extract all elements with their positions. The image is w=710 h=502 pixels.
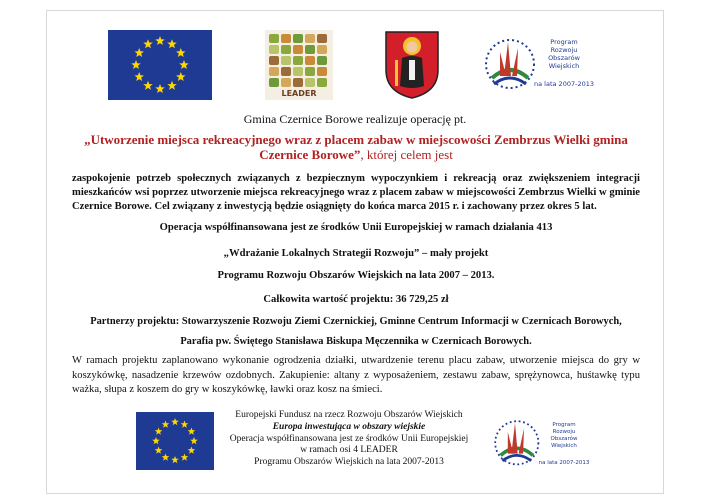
- leader-tile-icon: [305, 56, 315, 65]
- leader-tile-icon: [317, 34, 327, 43]
- leader-tile-icon: [281, 45, 291, 54]
- leader-tile-icon: [305, 78, 315, 87]
- prow-logo-line4: Wiejskich: [548, 62, 580, 70]
- leader-tile-icon: [269, 67, 279, 76]
- program-line: Programu Rozwoju Obszarów Wiejskich na lata 2007 – 2013.: [217, 270, 495, 281]
- footer-block: [222, 410, 476, 469]
- leader-tile-icon: [281, 78, 291, 87]
- project-title-bold: „Utworzenie miejsca rekreacyjnego wraz z placem zabaw w miejscowości Zembrzus Wielki gmina Czernice Borowe”: [84, 132, 628, 162]
- footer-line2: Europa inwestująca w obszary wiejskie: [272, 421, 426, 432]
- prow-bottom-line3: Obszarów: [550, 436, 578, 442]
- leader-tile-icon: [317, 45, 327, 54]
- prow-bottom-line4: Wiejskich: [551, 443, 577, 449]
- footer-line4: w ramach osi 4 LEADER: [300, 445, 398, 456]
- goal-paragraph: zaspokojenie potrzeb społecznych związanych z bezpiecznym wypoczynkiem i rekreacją oraz zwiększeniem integracji mieszkańców wsi poprzez utworzenie miejsca rekreacyjnego wraz z placem zabaw w miejscowości Zembrzus Wielki w gminie Czernice Borowe. Cel związany z inwestycją będzie osiągnięty do końca marca 2015 r. i zachowany przez okres 5 lat.: [72, 173, 640, 212]
- measure-line: „Wdrażanie Lokalnych Strategii Rozwoju” – mały projekt: [223, 248, 489, 259]
- prow-bottom-line2: Rozwoju: [552, 429, 576, 435]
- leader-tile-icon: [317, 67, 327, 76]
- prow-logo-line1: Program: [550, 38, 578, 46]
- prow-logo-years: na lata 2007-2013: [534, 80, 594, 88]
- eu-flag-bottom-icon: [136, 412, 214, 470]
- leader-tile-icon: [269, 34, 279, 43]
- prow-bottom-line1: Program: [552, 422, 576, 428]
- eu-flag-icon: [108, 30, 212, 100]
- leader-tile-icon: [317, 78, 327, 87]
- leader-tile-icon: [269, 56, 279, 65]
- leader-tile-icon: [305, 34, 315, 43]
- intro-text: Gmina Czernice Borowe realizuje operację pt.: [243, 112, 467, 126]
- leader-tile-icon: [293, 56, 303, 65]
- coat-of-arms-icon: [384, 30, 440, 100]
- leader-tile-icon: [281, 67, 291, 76]
- leader-tile-icon: [305, 67, 315, 76]
- total-value: Całkowita wartość projektu: 36 729,25 zł: [263, 294, 449, 305]
- leader-tile-icon: [293, 34, 303, 43]
- leader-tile-icon: [269, 45, 279, 54]
- prow-bottom-years: na lata 2007-2013: [538, 460, 590, 466]
- prow-logo-icon: [478, 30, 598, 100]
- leader-tile-icon: [293, 45, 303, 54]
- leader-tile-icon: [305, 45, 315, 54]
- leader-tile-icon: [281, 34, 291, 43]
- prow-logo-line3: Obszarów: [548, 54, 580, 62]
- project-title-tail: , której celem jest: [360, 147, 453, 162]
- footer-line3: Operacja współfinansowana jest ze środków Unii Europejskiej: [229, 433, 469, 444]
- leader-logo-text: LEADER: [281, 89, 317, 98]
- prow-logo-bottom-icon: [488, 412, 592, 474]
- leader-tile-icon: [281, 56, 291, 65]
- partners-line2: Parafia pw. Świętego Stanisława Biskupa Męczennika w Czernicach Borowych.: [180, 336, 532, 347]
- leader-logo-icon: [265, 30, 333, 100]
- leader-tile-icon: [293, 78, 303, 87]
- footer-line1: Europejski Fundusz na rzecz Rozwoju Obszarów Wiejskich: [235, 410, 463, 420]
- scope-paragraph: W ramach projektu zaplanowano wykonanie ogrodzenia działki, utwardzenie terenu placu zabaw, utworzenie miejsca do gry w koszykówkę, nasadzenie krzewów ozdobnych. Zakupienie: altany z wyposażeniem, zestawu zabaw, sprężynowca, huśtawkę typu ważka, słupa z koszem do gry w koszykówkę, ławki oraz kosz na śmieci.: [72, 355, 640, 395]
- partners-line1: Partnerzy projektu: Stowarzyszenie Rozwoju Ziemi Czernickiej, Gminne Centrum Informacji w Czernicach Borowych,: [90, 316, 622, 327]
- leader-tile-icon: [269, 78, 279, 87]
- prow-logo-line2: Rozwoju: [550, 46, 578, 54]
- financing-line: Operacja współfinansowana jest ze środków Unii Europejskiej w ramach działania 413: [159, 222, 553, 233]
- leader-tile-icon: [293, 67, 303, 76]
- footer-line5: Programu Obszarów Wiejskich na lata 2007-2013: [254, 457, 444, 468]
- leader-tile-icon: [317, 56, 327, 65]
- project-title: [76, 132, 636, 162]
